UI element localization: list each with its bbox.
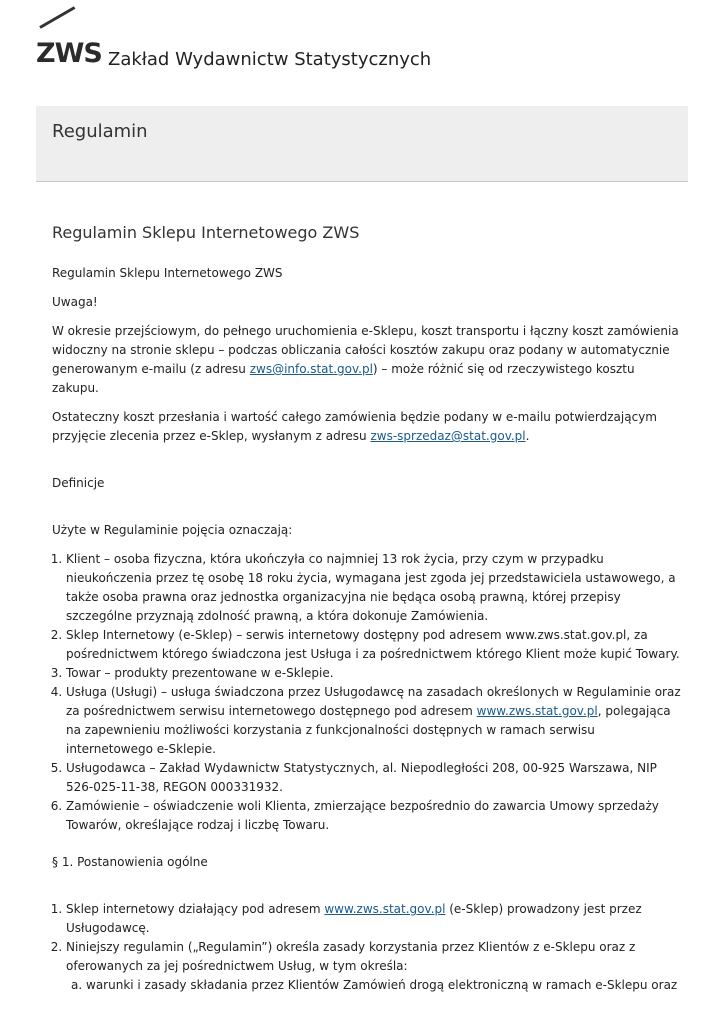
section1-heading: § 1. Postanowienia ogólne bbox=[52, 855, 208, 869]
list-item: 2. Niniejszy regulamin („Regulamin”) określa zasady korzystania przez Klientów z e-Sklepu oraz z oferowanych za jej pośrednictwem Usług, w tym określa: a. warunki i zasady składania przez Klientów Zamówień drogą elektroniczną w ramach e-Sklepu oraz bbox=[66, 938, 682, 995]
logo-wordmark: ZWS bbox=[36, 38, 102, 69]
definitions-heading: Definicje bbox=[52, 476, 105, 490]
list-item: 1. Klient – osoba fizyczna, która ukończyła co najmniej 13 rok życia, przy czym w przypadku nieukończenia przez tę osobę 18 roku życia, wymagana jest zgoda jej przedstawiciela ustawowego, a także osoba prawna oraz jednostka organizacyjna nie będąca osobą prawną, której przepisy szczególne przyznają zdolność prawną, a która dokonuje Zamówienia. bbox=[66, 550, 682, 626]
sublist bbox=[66, 976, 682, 995]
page-banner bbox=[36, 106, 688, 182]
list-item: 3. Towar – produkty prezentowane w e-Sklepie. bbox=[66, 664, 682, 683]
list-item: 5. Usługodawca – Zakład Wydawnictw Statystycznych, al. Niepodległości 208, 00-925 Warszawa, NIP 526-025-11-38, REGON 000331932. bbox=[66, 759, 682, 797]
definitions-intro: Użyte w Regulaminie pojęcia oznaczają: bbox=[52, 523, 293, 537]
definitions-list bbox=[52, 550, 682, 835]
logo-slash-icon bbox=[39, 6, 75, 29]
article-content bbox=[52, 222, 682, 1005]
article-subtitle: Regulamin Sklepu Internetowego ZWS bbox=[52, 266, 283, 280]
article-heading: Regulamin Sklepu Internetowego ZWS bbox=[52, 223, 360, 242]
list-item: a. warunki i zasady składania przez Klientów Zamówień drogą elektroniczną w ramach e-Sklepu oraz bbox=[86, 976, 682, 995]
zws-logo[interactable] bbox=[36, 24, 110, 70]
page-title: Regulamin bbox=[52, 121, 148, 142]
shop-url-link[interactable]: www.zws.stat.gov.pl bbox=[476, 704, 598, 718]
email-link-info[interactable]: zws@info.stat.gov.pl bbox=[249, 362, 373, 376]
site-header bbox=[36, 24, 696, 74]
list-item: 1. Sklep internetowy działający pod adresem www.zws.stat.gov.pl (e-Sklep) prowadzony jest przez Usługodawcę. bbox=[66, 900, 682, 938]
section1-list bbox=[52, 900, 682, 995]
paragraph-final-cost: Ostateczny koszt przesłania i wartość całego zamówienia będzie podany w e-mailu potwierdzającym przyjęcie zlecenia przez e-Sklep, wysłanym z adresu zws-sprzedaz@stat.gov.pl. bbox=[52, 410, 657, 443]
notice-label: Uwaga! bbox=[52, 295, 98, 309]
paragraph-transition: W okresie przejściowym, do pełnego uruchomienia e-Sklepu, koszt transportu i łączny koszt zamówienia widoczny na stronie sklepu – podczas obliczania całości kosztów zakupu oraz podany w automatycznie generowanym e-mailu (z adresu zws@info.stat.gov.pl) – może różnić się od rzeczywistego kosztu zakupu. bbox=[52, 324, 679, 395]
shop-url-link[interactable]: www.zws.stat.gov.pl bbox=[324, 902, 446, 916]
list-item: 2. Sklep Internetowy (e-Sklep) – serwis internetowy dostępny pod adresem www.zws.stat.gov.pl, za pośrednictwem którego świadczona jest Usługa i za pośrednictwem którego Klient może kupić Towary. bbox=[66, 626, 682, 664]
list-item: 6. Zamówienie – oświadczenie woli Klienta, zmierzające bezpośrednio do zawarcia Umowy sprzedaży Towarów, określające rodzaj i liczbę Towaru. bbox=[66, 797, 682, 835]
list-item: 4. Usługa (Usługi) – usługa świadczona przez Usługodawcę na zasadach określonych w Regulaminie oraz za pośrednictwem serwisu internetowego dostępnego pod adresem www.zws.stat.gov.pl, polegająca na zapewnieniu możliwości korzystania z funkcjonalności dostępnych w ramach serwisu internetowego e-Sklepie. bbox=[66, 683, 682, 759]
email-link-sales[interactable]: zws-sprzedaz@stat.gov.pl bbox=[370, 429, 526, 443]
site-name[interactable]: Zakład Wydawnictw Statystycznych bbox=[108, 49, 432, 70]
